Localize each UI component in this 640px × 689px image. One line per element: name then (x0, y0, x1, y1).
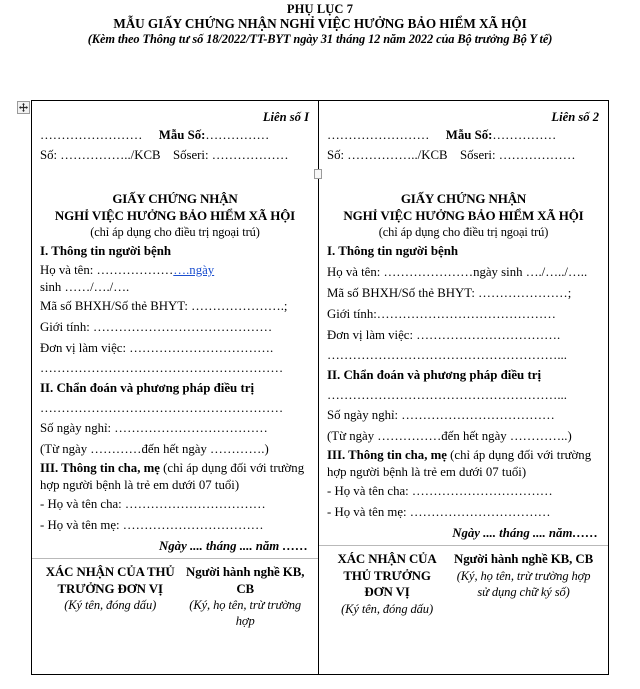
soseri-value-2[interactable]: ……………… (498, 148, 576, 162)
days-off-field-1[interactable]: Số ngày nghỉ: ……………………………… (40, 421, 268, 435)
document-main-title: MẪU GIẤY CHỨNG NHẬN NGHỈ VIỆC HƯỞNG BẢO HIỂM XÃ HỘI (113, 16, 527, 31)
section-3-note-2: (chỉ áp dụng đối với trường hợp người bệnh là trẻ em dưới 07 tuổi) (327, 448, 592, 479)
unit-head-signature-note-1: (Ký tên, đóng dấu) (64, 598, 157, 612)
section-1-heading-2: I. Thông tin người bệnh (327, 244, 459, 258)
section-2-heading-2: II. Chẩn đoán và phương pháp điều trị (327, 368, 542, 382)
diagnosis-field-2[interactable]: ………………………………………………... (327, 388, 567, 402)
so-value-1[interactable]: ……………../KCB (60, 148, 161, 162)
father-name-field-2[interactable]: - Họ và tên cha: …………………………… (327, 484, 553, 498)
copy-column-1 (32, 101, 319, 674)
date-range-field-2[interactable]: (Từ ngày ……………đến hết ngày …………..) (327, 429, 572, 443)
soseri-value-1[interactable]: ……………… (211, 148, 289, 162)
mau-so-value-1[interactable]: …………… (205, 128, 270, 142)
bhxh-card-field-1[interactable]: Mã số BHXH/Số thẻ BHYT: ………………….; (40, 299, 288, 313)
soseri-label-2: Sốseri: (459, 148, 496, 162)
section-2-heading-1: II. Chẩn đoán và phương pháp điều trị (40, 381, 255, 395)
bhxh-card-field-2[interactable]: Mã số BHXH/Số thẻ BHYT: …………………; (327, 286, 572, 300)
section-3-title-2: III. Thông tin cha, mẹ (327, 448, 447, 462)
serial-row-1 (40, 145, 310, 165)
diagnosis-field-1[interactable]: ………………………………………………… (40, 401, 284, 415)
copy-label-1: Liên số I (262, 110, 309, 124)
gender-field-2[interactable]: Giới tính:…………………………………… (327, 307, 556, 321)
father-name-field-1[interactable]: - Họ và tên cha: …………………………… (40, 497, 266, 511)
practitioner-signature-note-line1-2: (Ký, họ tên, trừ trường hợp (456, 568, 591, 583)
section-1-heading-1: I. Thông tin người bệnh (40, 244, 172, 258)
signing-date-line-1[interactable]: Ngày .... tháng .... năm …… (159, 539, 308, 553)
appendix-number: PHỤ LỤC 7 (286, 2, 354, 16)
so-label-1: Số: (40, 148, 58, 162)
section-3-note-1: (chỉ áp dụng đối với trường hợp người bệnh là trẻ em dưới 07 tuổi) (40, 461, 305, 492)
unit-head-signature-note-2: (Ký tên, đóng dấu) (341, 601, 434, 616)
mother-name-field-1[interactable]: - Họ và tên mẹ: …………………………… (40, 518, 264, 532)
certificate-heading-line2-1: NGHỈ VIỆC HƯỞNG BẢO HIỂM XÃ HỘI (54, 207, 296, 223)
unit-head-signature-cell-1 (40, 564, 180, 629)
mother-name-field-2[interactable]: - Họ và tên mẹ: …………………………… (327, 505, 551, 519)
copy-column-2 (319, 101, 608, 674)
certificate-heading-line1-2: GIẤY CHỨNG NHẬN (400, 191, 527, 206)
form-number-row-2 (327, 125, 600, 145)
certificate-heading-line1-1: GIẤY CHỨNG NHẬN (112, 191, 238, 206)
patient-name-field-2[interactable]: Họ và tên: …………………ngày sinh …./…../….. (327, 265, 588, 279)
document-subtitle-citation: (Kèm theo Thông tư số 18/2022/TT-BYT ngày 31 tháng 12 năm 2022 của Bộ trưởng Bộ Y tế) (87, 32, 553, 46)
patient-name-label-1: Họ và tên: ……………… (40, 263, 174, 277)
patient-birth-field-1[interactable]: sinh ……/…./…. (40, 280, 130, 294)
mau-so-value-2[interactable]: …………… (492, 128, 557, 142)
move-cross-icon (19, 103, 28, 112)
unit-head-signature-title-1: XÁC NHẬN CỦA THỦ TRƯỞNG ĐƠN VỊ (45, 565, 175, 596)
section-3-title-1: III. Thông tin cha, mẹ (40, 461, 160, 475)
ngay-hyperlink-1[interactable]: ….ngày (173, 263, 215, 277)
unit-head-signature-cell-2 (327, 551, 447, 617)
practitioner-signature-title-2: Người hành nghề KB, CB (453, 552, 594, 566)
column-resize-handle[interactable] (314, 169, 322, 179)
document-title-block (0, 0, 640, 48)
dots-top-1: …………………… (40, 128, 143, 142)
workplace-field-1[interactable]: Đơn vị làm việc: ……………………………. (40, 341, 274, 355)
so-label-2: Số: (327, 148, 345, 162)
patient-name-field-1[interactable] (40, 262, 310, 279)
soseri-label-1: Sốseri: (172, 148, 209, 162)
workplace-field-2[interactable]: Đơn vị làm việc: ……………………………. (327, 328, 561, 342)
mau-so-label-1: Mẫu Số: (158, 128, 206, 142)
certificate-table (31, 100, 609, 675)
form-number-row-1 (40, 125, 310, 145)
certificate-scope-note-2: (chỉ áp dụng cho điều trị ngoại trú) (378, 225, 549, 239)
signature-block-2 (327, 546, 600, 617)
gender-field-1[interactable]: Giới tính: …………………………………… (40, 320, 273, 334)
practitioner-signature-cell-2 (447, 551, 600, 617)
certificate-heading-line2-2: NGHỈ VIỆC HƯỞNG BẢO HIỂM XÃ HỘI (343, 207, 584, 223)
copy-label-2: Liên số 2 (551, 110, 599, 124)
section-3-heading-2 (327, 447, 600, 481)
certificate-scope-note-1: (chỉ áp dụng cho điều trị ngoại trú) (90, 225, 260, 239)
practitioner-signature-title-1: Người hành nghề KB, CB (186, 565, 305, 596)
workplace-continuation-2[interactable]: ………………………………………………... (327, 348, 567, 362)
so-value-2[interactable]: ……………../KCB (347, 148, 448, 162)
serial-row-2 (327, 145, 600, 165)
dots-top-2: …………………… (327, 128, 430, 142)
table-move-handle[interactable] (17, 101, 30, 114)
practitioner-signature-cell-1 (180, 564, 310, 629)
date-range-field-1[interactable]: (Từ ngày …………đến hết ngày ………….) (40, 442, 269, 456)
section-3-heading-1 (40, 460, 310, 494)
signature-block-1 (40, 559, 310, 629)
workplace-continuation-1[interactable]: ………………………………………………… (40, 361, 284, 375)
practitioner-signature-note-line2-2: sử dụng chữ ký số) (477, 584, 570, 599)
practitioner-signature-note-1: (Ký, họ tên, trừ trường hợp (189, 598, 302, 628)
signing-date-line-2[interactable]: Ngày .... tháng .... năm…… (452, 526, 598, 540)
mau-so-label-2: Mẫu Số: (445, 128, 493, 142)
days-off-field-2[interactable]: Số ngày nghỉ: ……………………………… (327, 408, 555, 422)
unit-head-signature-title-2: XÁC NHẬN CỦA THỦ TRƯỞNG ĐƠN VỊ (337, 552, 437, 599)
